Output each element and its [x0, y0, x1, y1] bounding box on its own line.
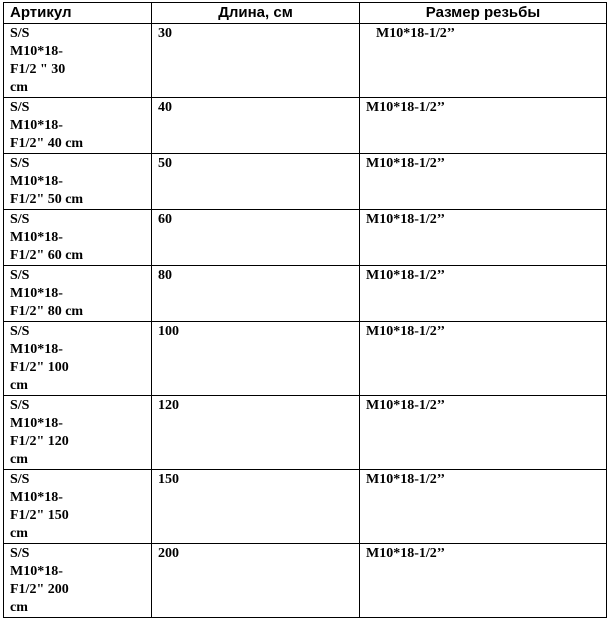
- thread-size-cell: M10*18-1/2’’: [360, 154, 607, 210]
- length-cell: 120: [152, 396, 360, 470]
- table-row: [4, 24, 607, 98]
- table-row: [4, 396, 607, 470]
- thread-size-cell: M10*18-1/2’’: [360, 322, 607, 396]
- article-cell: S/S M10*18- F1/2" 40 cm: [4, 98, 152, 154]
- table-row: [4, 154, 607, 210]
- article-cell: S/S M10*18- F1/2" 60 cm: [4, 210, 152, 266]
- article-cell: S/S M10*18- F1/2" 100 cm: [4, 322, 152, 396]
- length-cell: 40: [152, 98, 360, 154]
- article-cell: S/S M10*18- F1/2" 80 cm: [4, 266, 152, 322]
- table-row: [4, 98, 607, 154]
- length-cell: 100: [152, 322, 360, 396]
- thread-size-cell: M10*18-1/2’’: [360, 24, 607, 98]
- length-cell: 80: [152, 266, 360, 322]
- thread-size-cell: M10*18-1/2’’: [360, 210, 607, 266]
- length-cell: 150: [152, 470, 360, 544]
- thread-size-cell: M10*18-1/2’’: [360, 98, 607, 154]
- thread-size-cell: M10*18-1/2’’: [360, 470, 607, 544]
- article-cell: S/S M10*18- F1/2" 50 cm: [4, 154, 152, 210]
- product-spec-table: [3, 2, 607, 618]
- table-row: [4, 322, 607, 396]
- length-cell: 60: [152, 210, 360, 266]
- length-cell: 200: [152, 544, 360, 618]
- thread-size-cell: M10*18-1/2’’: [360, 396, 607, 470]
- table-row: [4, 210, 607, 266]
- thread-size-cell: M10*18-1/2’’: [360, 266, 607, 322]
- article-cell: S/S M10*18- F1/2 " 30 cm: [4, 24, 152, 98]
- table-row: [4, 470, 607, 544]
- length-cell: 30: [152, 24, 360, 98]
- header-row: [4, 3, 607, 24]
- thread-size-cell: M10*18-1/2’’: [360, 544, 607, 618]
- header-length: Длина, см: [152, 3, 360, 24]
- header-article: Артикул: [4, 3, 152, 24]
- length-cell: 50: [152, 154, 360, 210]
- article-cell: S/S M10*18- F1/2" 200 cm: [4, 544, 152, 618]
- table-row: [4, 266, 607, 322]
- table-row: [4, 544, 607, 618]
- article-cell: S/S M10*18- F1/2" 150 cm: [4, 470, 152, 544]
- header-thread-size: Размер резьбы: [360, 3, 607, 24]
- article-cell: S/S M10*18- F1/2" 120 cm: [4, 396, 152, 470]
